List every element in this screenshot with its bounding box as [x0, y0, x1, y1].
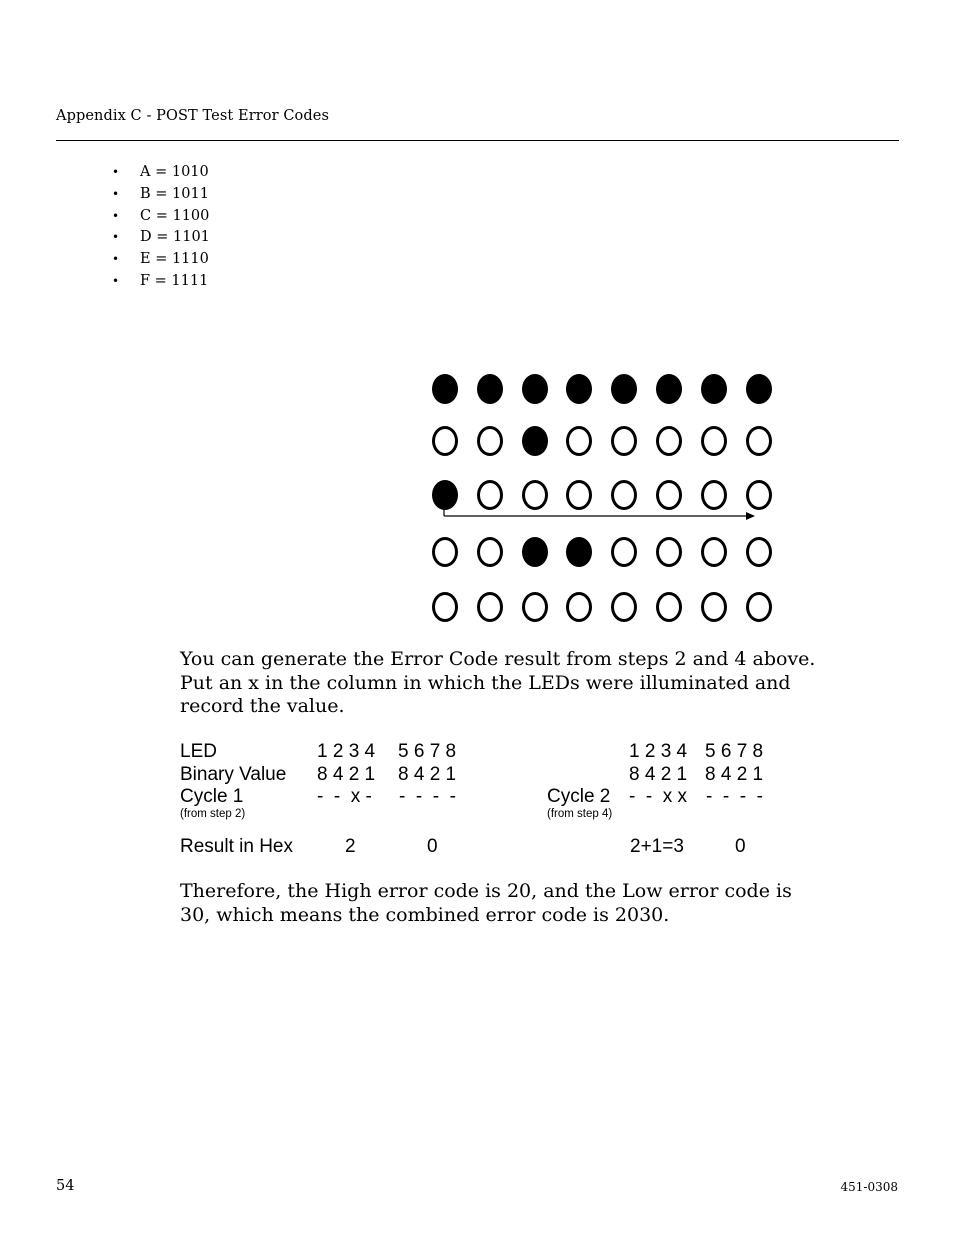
led-on: [746, 374, 772, 404]
led-off: [656, 592, 682, 622]
right-cycle-a: - - x x: [629, 786, 688, 807]
led-diagram: [428, 370, 768, 626]
bullet-marker: •: [112, 186, 120, 201]
led-on: [701, 374, 727, 404]
led-on: [611, 374, 637, 404]
led-on: [656, 374, 682, 404]
led-off: [522, 480, 548, 510]
list-item: [112, 273, 210, 295]
led-off: [611, 537, 637, 567]
led-on: [522, 537, 548, 567]
list-item: [112, 251, 210, 273]
left-cycle-a: - - x -: [317, 786, 372, 807]
list-item: [112, 186, 210, 208]
list-item: [112, 229, 210, 251]
led-off: [432, 426, 458, 456]
conclusion-paragraph: Therefore, the High error code is 20, and the Low error code is 30, which means the combined error code is 2030.: [180, 880, 792, 926]
page-header: Appendix C - POST Test Error Codes: [56, 108, 329, 124]
list-item-text: C = 1100: [140, 207, 210, 224]
bullet-marker: •: [112, 230, 120, 245]
led-off: [477, 592, 503, 622]
list-item-text: A = 1010: [140, 164, 209, 180]
led-on: [477, 374, 503, 404]
list-item-text: D = 1101: [140, 229, 210, 246]
right-led-nums-b: 5 6 7 8: [705, 741, 764, 762]
left-cycle-b: - - - -: [399, 786, 456, 807]
cycle1-note: (from step 2): [180, 808, 246, 820]
led-off: [746, 537, 772, 567]
led-off: [746, 426, 772, 456]
led-off: [432, 537, 458, 567]
led-on: [522, 426, 548, 456]
bullet-marker: •: [112, 208, 120, 223]
led-off: [522, 592, 548, 622]
binary-value-label: Binary Value: [180, 764, 287, 785]
bullet-marker: •: [112, 273, 120, 288]
right-result-b: 0: [735, 836, 746, 857]
instruction-paragraph: You can generate the Error Code result from steps 2 and 4 above. Put an x in the column in which the LEDs were illuminated and record the value.: [180, 648, 816, 717]
led-off: [656, 480, 682, 510]
led-off: [746, 592, 772, 622]
header-rule: [56, 140, 899, 141]
led-off: [477, 480, 503, 510]
led-off: [611, 592, 637, 622]
right-binary-b: 8 4 2 1: [705, 764, 764, 785]
led-off: [656, 537, 682, 567]
cycle2-note: (from step 4): [547, 808, 613, 820]
left-binary-b: 8 4 2 1: [398, 764, 457, 785]
page-number: 54: [56, 1178, 75, 1194]
left-result-b: 0: [427, 836, 438, 857]
led-on: [432, 480, 458, 510]
list-item: [112, 208, 210, 230]
document-number: 451-0308: [840, 1180, 898, 1194]
cycle2-label: Cycle 2: [547, 786, 611, 807]
bullet-marker: •: [112, 165, 120, 179]
led-off: [432, 592, 458, 622]
led-off: [701, 480, 727, 510]
list-item-text: E = 1110: [140, 251, 209, 268]
led-off: [701, 592, 727, 622]
led-off: [701, 537, 727, 567]
hex-binary-list: [112, 164, 210, 295]
led-off: [611, 480, 637, 510]
bullet-marker: •: [112, 252, 120, 267]
led-off: [477, 426, 503, 456]
cycle1-label: Cycle 1: [180, 786, 244, 807]
left-led-nums-b: 5 6 7 8: [398, 741, 457, 762]
right-led-nums-a: 1 2 3 4: [629, 741, 688, 762]
left-result-a: 2: [345, 836, 356, 857]
list-item-text: F = 1111: [140, 272, 209, 289]
left-led-nums-a: 1 2 3 4: [317, 741, 376, 762]
led-on: [522, 374, 548, 404]
list-item-text: B = 1011: [140, 185, 209, 202]
led-off: [656, 426, 682, 456]
led-off: [611, 426, 637, 456]
led-off: [746, 480, 772, 510]
right-cycle-b: - - - -: [706, 786, 763, 807]
led-on: [432, 374, 458, 404]
list-item: [112, 164, 210, 186]
led-off: [477, 537, 503, 567]
right-result-a: 2+1=3: [630, 836, 684, 857]
result-hex-label: Result in Hex: [180, 836, 293, 857]
led-off: [701, 426, 727, 456]
led-label: LED: [180, 741, 217, 762]
right-binary-a: 8 4 2 1: [629, 764, 688, 785]
left-binary-a: 8 4 2 1: [317, 764, 376, 785]
